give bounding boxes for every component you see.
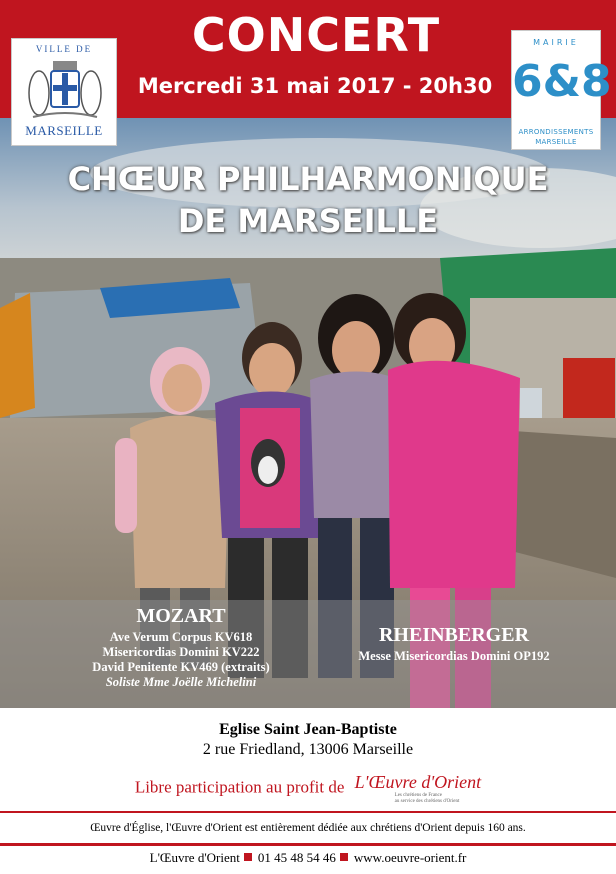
oeuvre-d-orient-logo (355, 772, 482, 805)
contact-phone[interactable]: 01 45 48 54 46 (257, 850, 336, 865)
work-item: Messe Misericordias Domini OP192 (358, 649, 550, 663)
mairie-logo-top-text: MAIRIE (533, 38, 579, 47)
program-mozart (56, 605, 306, 690)
composer-mozart: MOZART (136, 605, 226, 627)
choir-title (0, 158, 616, 242)
composer-rheinberger: RHEINBERGER (378, 624, 530, 646)
work-item: Misericordias Domini KV222 (102, 645, 260, 659)
contact-line (0, 850, 616, 866)
venue-address: 2 rue Friedland, 13006 Marseille (202, 741, 414, 758)
soloist: Soliste Mme Joëlle Michelini (105, 675, 257, 689)
choir-title-line-1: CHŒUR PHILHARMONIQUE (67, 160, 549, 198)
footer-divider (0, 811, 616, 813)
mairie-logo-marseille: MARSEILLE (535, 138, 577, 146)
participation-text: Libre participation au profit de (134, 777, 345, 797)
square-bullet-icon (340, 853, 348, 861)
marseille-coat-of-arms-icon (25, 57, 105, 125)
work-item: David Penitente KV469 (extraits) (92, 660, 270, 674)
concert-title: CONCERT (191, 8, 441, 62)
oeuvre-logo-tagline-1: Les chrétiens de France (394, 793, 442, 798)
work-item: Ave Verum Corpus KV618 (109, 630, 253, 644)
choir-title-line-2: DE MARSEILLE (177, 202, 439, 240)
mairie-6-8-logo (511, 30, 612, 150)
oeuvre-logo-name: L'Œuvre d'Orient (354, 772, 482, 792)
ville-logo-top-text: VILLE DE (35, 44, 93, 54)
mairie-logo-bottom-text (512, 127, 600, 147)
participation-line (0, 772, 616, 805)
contact-website[interactable]: www.oeuvre-orient.fr (353, 850, 467, 865)
ville-logo-bottom-text: MARSEILLE (25, 123, 103, 138)
contact-org: L'Œuvre d'Orient (149, 850, 240, 865)
oeuvre-logo-tagline-2: au service des chrétiens d'Orient (394, 799, 460, 804)
venue-block (0, 720, 616, 760)
program-rheinberger (322, 624, 586, 664)
venue-name: Eglise Saint Jean-Baptiste (219, 721, 397, 738)
mairie-logo-number: 6&8 (512, 56, 612, 107)
ville-de-marseille-logo (11, 38, 117, 146)
footer-note: Œuvre d'Église, l'Œuvre d'Orient est entièrement dédiée aux chrétiens d'Orient depuis 160 ans. (90, 822, 526, 834)
footer-divider-bottom (0, 843, 616, 846)
square-bullet-icon (244, 853, 252, 861)
concert-date: Mercredi 31 mai 2017 - 20h30 (137, 74, 493, 98)
mairie-logo-arrondissements: ARRONDISSEMENTS (518, 128, 594, 136)
